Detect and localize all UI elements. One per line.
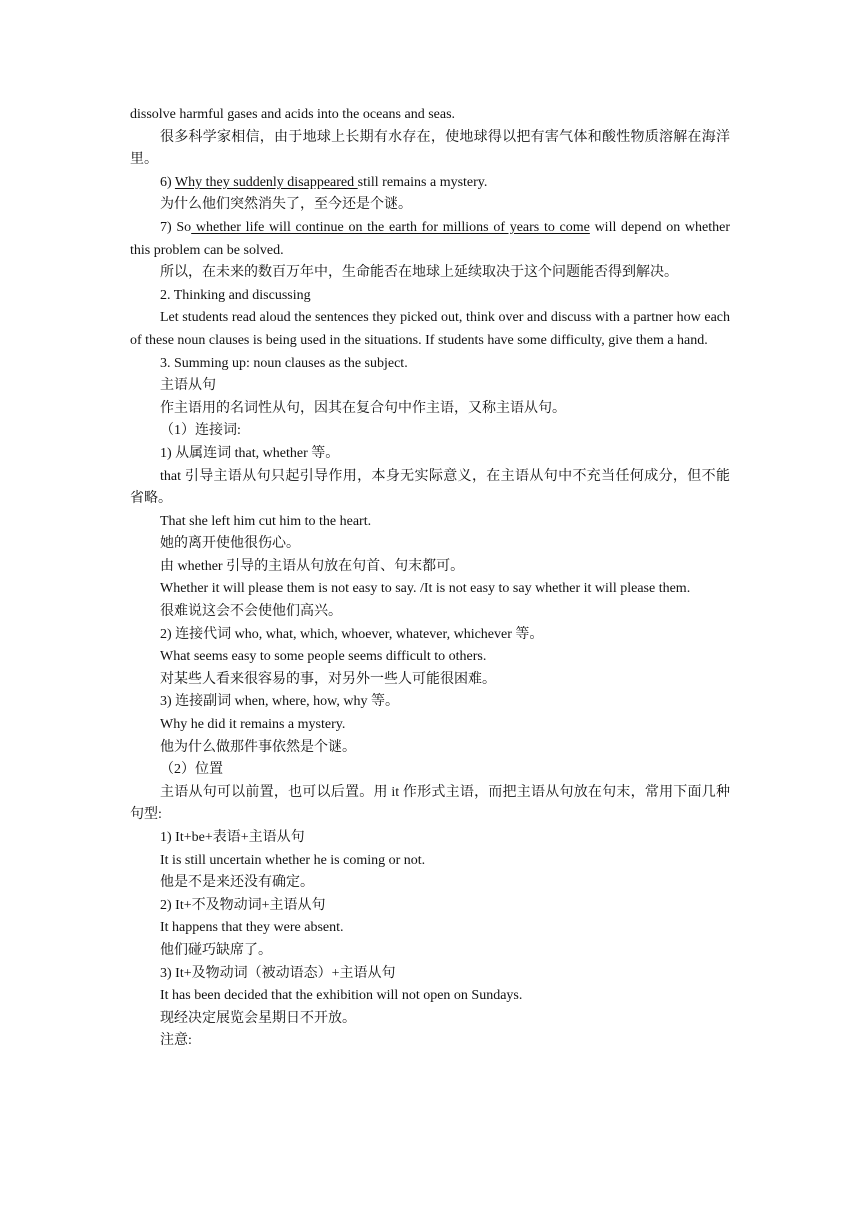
paragraph: 对某些人看来很容易的事，对另外一些人可能很困难。 <box>160 671 496 687</box>
paragraph: 很难说这会不会使他们高兴。 <box>160 604 342 620</box>
paragraph: （1）连接词: <box>160 423 241 439</box>
paragraph: 2) It+不及物动词+主语从句 <box>160 897 326 913</box>
paragraph: 主语从句 <box>160 378 216 394</box>
paragraph <box>130 217 730 262</box>
paragraph: Why he did it remains a mystery. <box>160 717 346 733</box>
paragraph: What seems easy to some people seems difficult to others. <box>160 649 487 665</box>
paragraph: 2) 连接代词 who, what, which, whoever, whatever, whichever 等。 <box>160 626 544 642</box>
paragraph-text: 6) <box>160 174 175 190</box>
paragraph: 2. Thinking and discussing <box>160 287 311 303</box>
paragraph-text: still remains a mystery. <box>357 174 488 190</box>
paragraph: 1) It+be+表语+主语从句 <box>160 830 305 845</box>
paragraph: 主语从句可以前置，也可以后置。用 it 作形式主语，而把主语从句放在句末，常用下面几种句型: <box>130 784 730 823</box>
paragraph: 1) 从属连词 that, whether 等。 <box>160 445 340 461</box>
paragraph: It is still uncertain whether he is coming or not. <box>160 852 426 868</box>
paragraph: 她的离开使他很伤心。 <box>160 536 300 552</box>
paragraph: that 引导主语从句只起引导作用，本身无实际意义，在主语从句中不充当任何成分，但不能省略。 <box>130 468 730 507</box>
paragraph: 他们碰巧缺席了。 <box>160 942 272 958</box>
paragraph: 3. Summing up: noun clauses as the subject. <box>160 355 408 371</box>
paragraph: 现经决定展览会星期日不开放。 <box>160 1010 356 1026</box>
paragraph: 作主语用的名词性从句，因其在复合句中作主语，又称主语从句。 <box>160 400 566 416</box>
paragraph: 他为什么做那件事依然是个谜。 <box>160 739 356 755</box>
paragraph <box>130 172 730 195</box>
paragraph-text: will depend on whether this problem can be solved. <box>130 219 730 258</box>
underlined-clause: whether life will continue on the earth for millions of years to come <box>191 219 590 235</box>
paragraph: 3) 连接副词 when, where, how, why 等。 <box>160 694 399 710</box>
paragraph: 所以，在未来的数百万年中，生命能否在地球上延续取决于这个问题能否得到解决。 <box>160 265 678 281</box>
paragraph: It has been decided that the exhibition will not open on Sundays. <box>160 988 523 1004</box>
paragraph: 3) It+及物动词（被动语态）+主语从句 <box>160 965 396 981</box>
paragraph: It happens that they were absent. <box>160 920 344 936</box>
paragraph: 注意: <box>160 1033 192 1049</box>
paragraph: 他是不是来还没有确定。 <box>160 875 314 891</box>
underlined-clause: Why they suddenly disappeared <box>174 174 358 190</box>
paragraph: （2）位置 <box>160 762 223 778</box>
paragraph: 由 whether 引导的主语从句放在句首、句末都可。 <box>160 558 465 574</box>
paragraph: Let students read aloud the sentences they picked out, think over and discuss with a partner how each of these noun clauses is being used in the situations. If students have some difficulty, give them a hand. <box>130 310 730 348</box>
document-page <box>130 104 730 1053</box>
paragraph: That she left him cut him to the heart. <box>160 513 372 529</box>
paragraph: Whether it will please them is not easy to say. /It is not easy to say whether it will please them. <box>160 581 691 597</box>
paragraph-text: 7) So <box>160 219 192 235</box>
paragraph: 为什么他们突然消失了，至今还是个谜。 <box>160 197 412 213</box>
paragraph: 很多科学家相信，由于地球上长期有水存在，使地球得以把有害气体和酸性物质溶解在海洋里。 <box>130 129 730 168</box>
paragraph: dissolve harmful gases and acids into the oceans and seas. <box>130 107 456 122</box>
